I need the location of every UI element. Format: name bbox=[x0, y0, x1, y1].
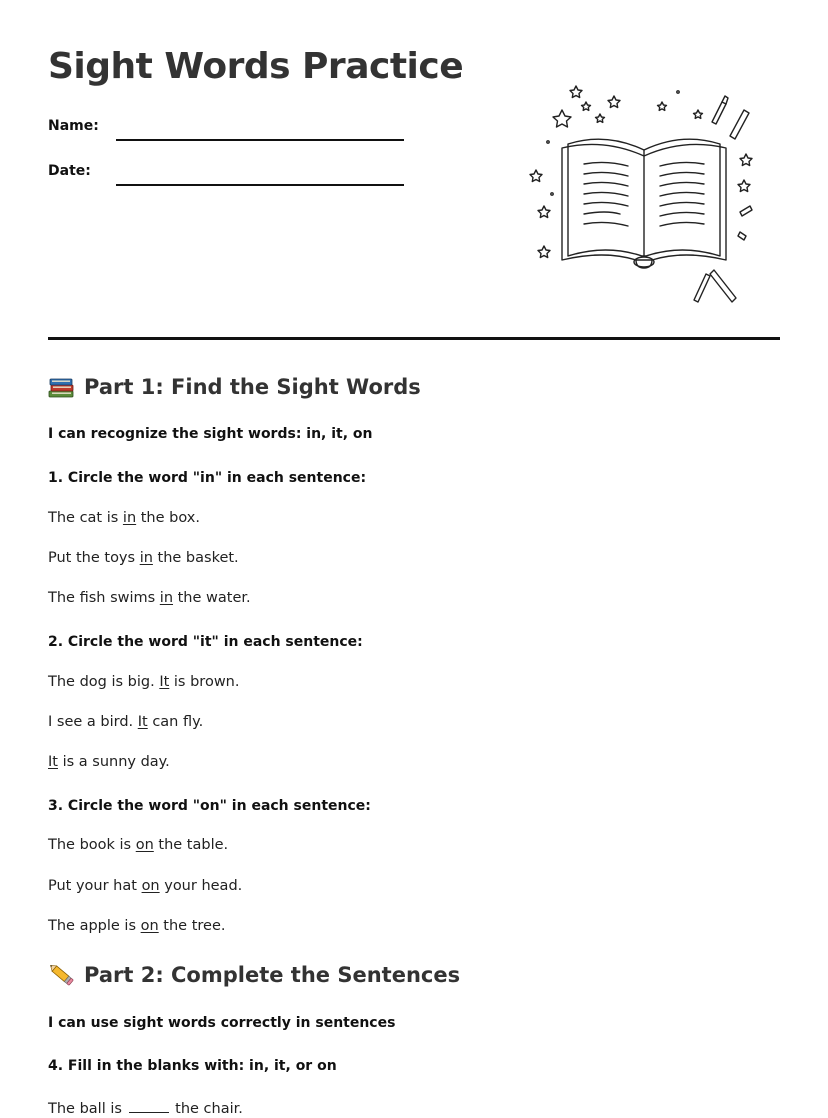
question-1-instruction: 1. Circle the word "in" in each sentence: bbox=[48, 470, 367, 486]
target-word[interactable]: on bbox=[135, 837, 154, 853]
part1-heading bbox=[48, 374, 421, 400]
sentence: Put your hat on your head. bbox=[48, 878, 243, 894]
question-3-instruction: 3. Circle the word "on" in each sentence: bbox=[48, 798, 371, 814]
part2-heading-text: Part 2: Complete the Sentences bbox=[84, 963, 461, 987]
sentence: The apple is on the tree. bbox=[48, 918, 226, 934]
target-word[interactable]: It bbox=[159, 674, 170, 690]
part1-objective: I can recognize the sight words: in, it, on bbox=[48, 426, 373, 442]
target-word[interactable]: on bbox=[140, 918, 159, 934]
target-word[interactable]: It bbox=[137, 714, 148, 730]
sentence: The fish swims in the water. bbox=[48, 590, 251, 606]
sentence: Put the toys in the basket. bbox=[48, 550, 239, 566]
answer-blank[interactable] bbox=[129, 1098, 169, 1113]
question-4-instruction: 4. Fill in the blanks with: in, it, or on bbox=[48, 1058, 337, 1074]
date-line[interactable] bbox=[116, 184, 404, 186]
part2-heading bbox=[48, 962, 460, 988]
fill-blank-sentence: The ball is the chair. bbox=[48, 1098, 243, 1117]
pencil-icon bbox=[48, 962, 76, 988]
date-label: Date: bbox=[48, 163, 91, 179]
date-field bbox=[48, 163, 408, 193]
sentence: The cat is in the box. bbox=[48, 510, 200, 526]
sentence: The book is on the table. bbox=[48, 837, 229, 853]
sentence: It is a sunny day. bbox=[48, 754, 170, 770]
target-word[interactable]: in bbox=[139, 550, 153, 566]
name-line[interactable] bbox=[116, 139, 404, 141]
name-field bbox=[48, 118, 408, 148]
question-2-instruction: 2. Circle the word "it" in each sentence: bbox=[48, 634, 363, 650]
sentence: The dog is big. It is brown. bbox=[48, 674, 240, 690]
target-word[interactable]: in bbox=[159, 590, 174, 606]
target-word[interactable]: on bbox=[141, 878, 160, 894]
sentence: I see a bird. It can fly. bbox=[48, 714, 204, 730]
page-title: Sight Words Practice bbox=[48, 46, 464, 87]
books-icon bbox=[48, 374, 76, 400]
name-label: Name: bbox=[48, 118, 99, 134]
target-word[interactable]: in bbox=[122, 510, 137, 526]
part1-heading-text: Part 1: Find the Sight Words bbox=[84, 375, 421, 399]
part2-objective: I can use sight words correctly in sentences bbox=[48, 1015, 396, 1031]
target-word[interactable]: It bbox=[48, 754, 58, 770]
open-book-illustration bbox=[524, 80, 764, 310]
header-divider bbox=[48, 337, 780, 340]
